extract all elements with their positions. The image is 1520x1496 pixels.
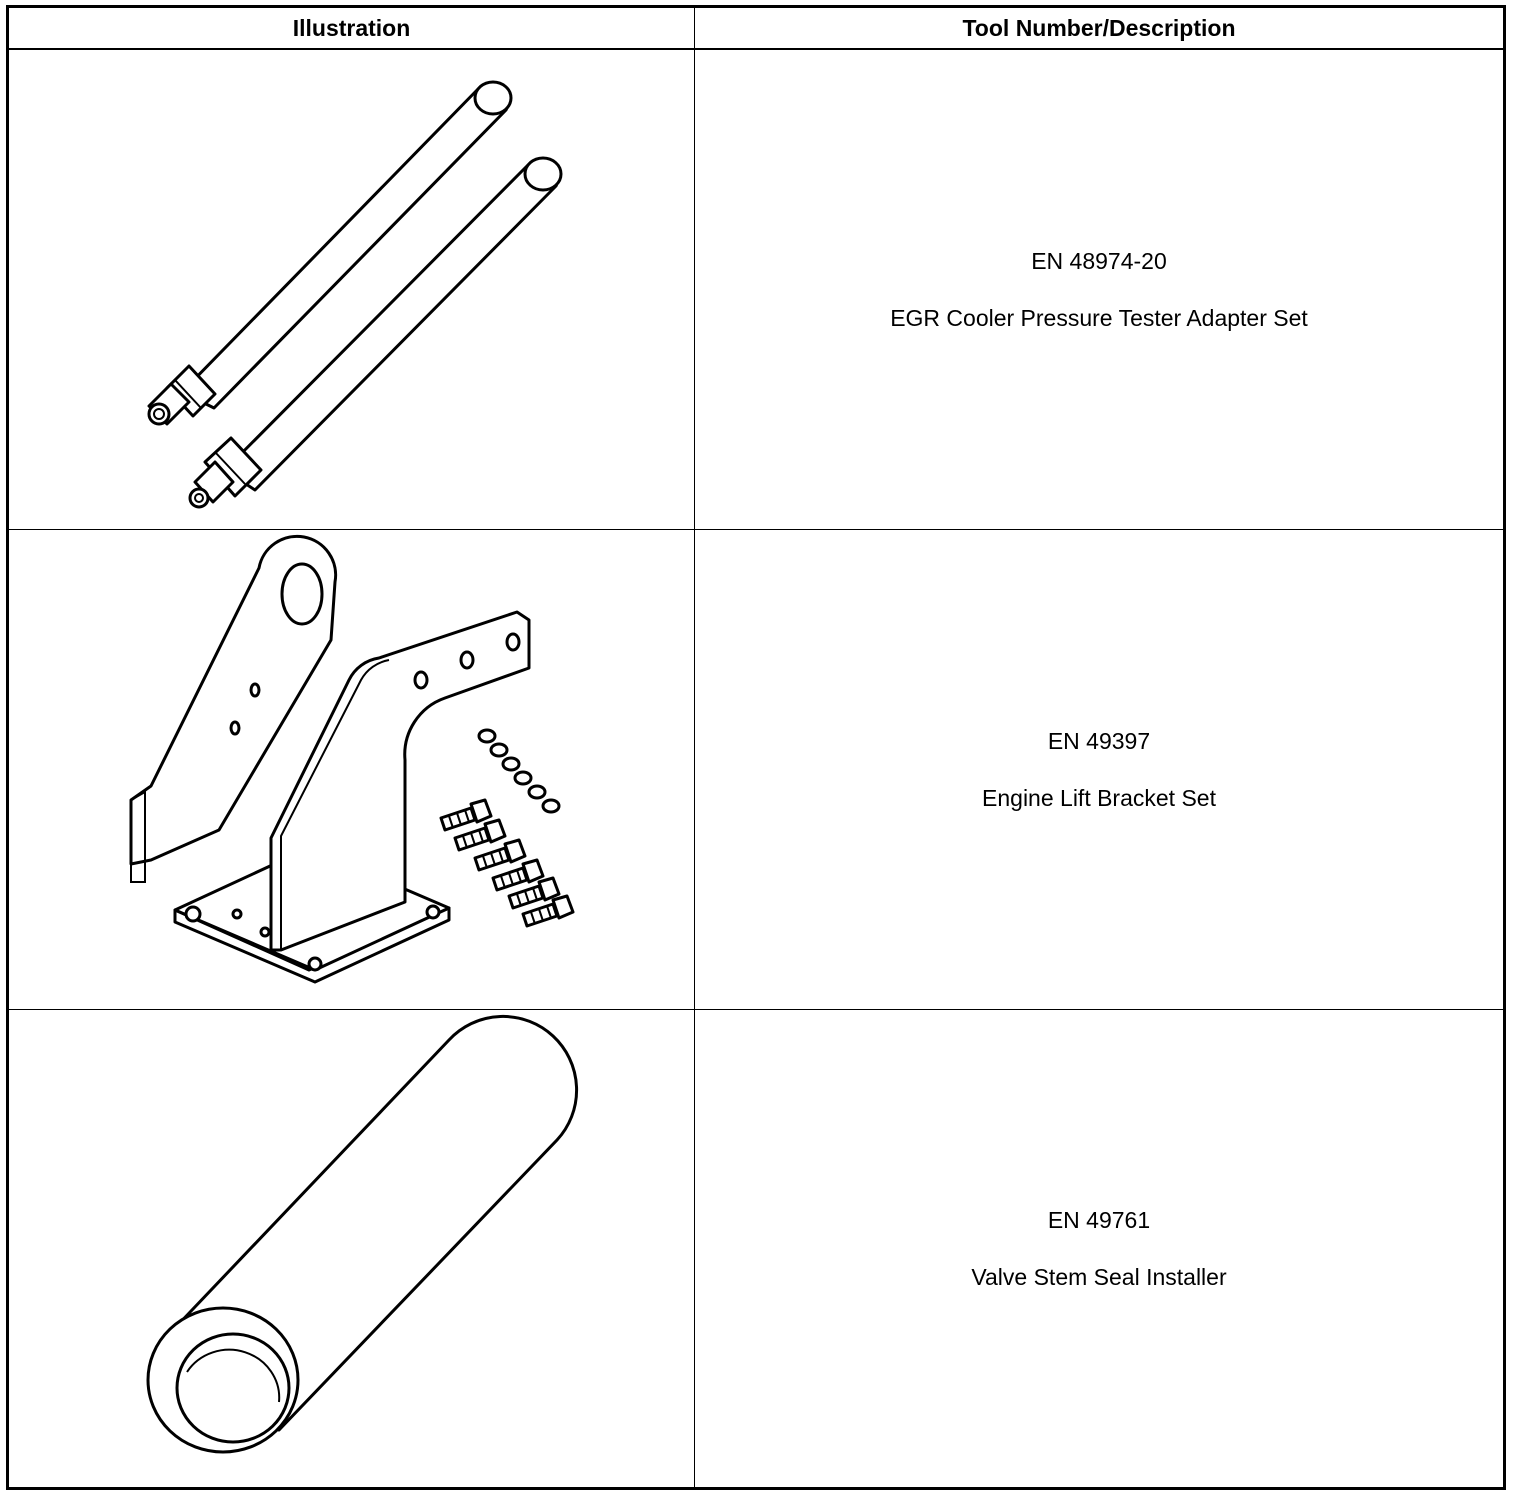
row-2-description (695, 530, 1503, 1010)
tool-table (6, 5, 1506, 1490)
header-tool-description: Tool Number/Description (695, 8, 1503, 50)
tool-description: Engine Lift Bracket Set (982, 784, 1216, 811)
row-3-description (695, 1010, 1503, 1487)
row-3-illustration (9, 1010, 695, 1487)
tool-description: EGR Cooler Pressure Tester Adapter Set (890, 304, 1308, 331)
header-illustration: Illustration (9, 8, 695, 50)
engine-lift-bracket-icon (9, 530, 695, 1010)
egr-cooler-adapter-icon (9, 50, 695, 530)
valve-stem-seal-installer-icon (9, 1010, 695, 1490)
row-1-description (695, 50, 1503, 530)
washers (479, 730, 559, 812)
tool-number: EN 49397 (1047, 727, 1151, 754)
tool-description: Valve Stem Seal Installer (971, 1263, 1227, 1290)
bolts (441, 800, 573, 926)
row-1-illustration (9, 50, 695, 530)
tool-number: EN 49761 (1047, 1206, 1151, 1233)
tool-number: EN 48974-20 (1031, 247, 1167, 274)
row-2-illustration (9, 530, 695, 1010)
